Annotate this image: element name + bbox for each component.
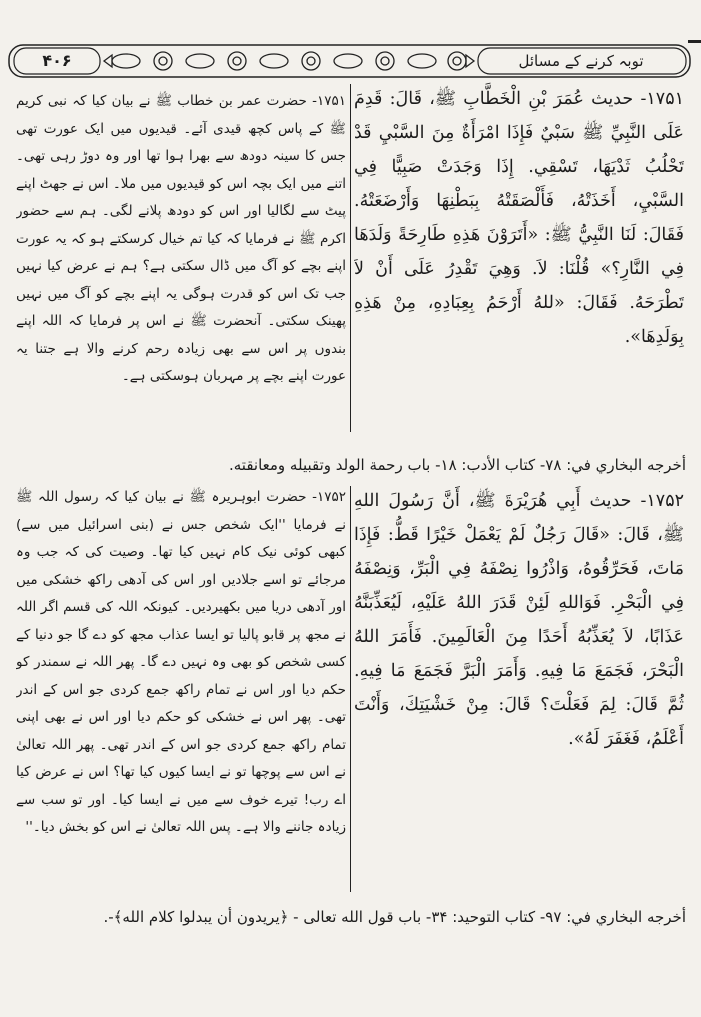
page-edge-mark — [688, 40, 701, 43]
column-divider — [350, 84, 351, 432]
hadith-1751-reference: أخرجه البخاري في: ۷۸- كتاب الأدب: ۱۸- باب رحمة الولد وتقبيله ومعانقته. — [228, 456, 686, 474]
hadith-1752-reference: أخرجه البخاري في: ۹۷- كتاب التوحيد: ۳۴- باب قول الله تعالى - ﴿يريدون أن يبدلوا كلام الله﴾-. — [103, 908, 686, 926]
hadith-1752-urdu: ۱۷۵۲- حضرت ابوہریرہ ﷺ نے بیان کیا کہ رسول اللہ ﷺ نے فرمایا ''ایک شخص جس نے (بنی اسرائیل میں سے) کبھی کوئی نیک کام نہیں کیا تھا۔ وصیت کی کہ جب وہ مرجائے تو اسے جلادیں اور اس کی آدھی راکھ خشکی میں اور آدھی دریا میں بکھیردیں۔ کیونکہ اللہ کی قسم اگر اللہ نے مجھ پر قابو پالیا تو ایسا عذاب مجھ کو دے گا جو دنیا کے کسی شخص کو بھی وہ نہیں دے گا۔ پھر اللہ نے سمندر کو حکم دیا اور اس نے تمام راکھ جمع کردی جو اس کے اندر تھی۔ پھر اس نے خشکی کو حکم دیا اور اس نے بھی اپنی تمام راکھ جمع کردی جو اس کے اندر تھی۔ پھر اللہ تعالیٰ نے اس سے پوچھا تو نے ایسا کیوں کیا تھا؟ اس نے عرض کیا اے رب! تیرے خوف سے میں نے ایسا کیا۔ اور تو سب سے زیادہ جاننے والا ہے۔ پس اللہ تعالیٰ نے اس کو بخش دیا۔'' — [16, 489, 346, 835]
hadith-1751-arabic: ۱۷۵۱- حديث عُمَرَ بْنِ الْخَطَّابِ ﷺ، قَالَ: قَدِمَ عَلَى النَّبِيِّ ﷺ سَبْيٌ فَإِذَا امْرَأَةٌ مِنَ السَّبْيِ قَدْ تَحْلُبُ ثَدْيَهَا، تَسْقِي. إِذَا وَجَدَتْ صَبِيًّا فِي السَّبْيِ، أَخَذَتْهُ، فَأَلْصَقَتْهُ بِبَطْنِهَا وَأَرْضَعَتْهُ. فَقَالَ: لَنَا النَّبِيُّ ﷺ: «أَتَرَوْنَ هَذِهِ طَارِحَةً وَلَدَهَا فِي النَّارِ؟» قُلْنَا: لاَ. وَهِيَ تَقْدِرُ عَلَى أَنْ لاَ تَطْرَحَهُ. فَقَالَ: «للهُ أَرْحَمُ بِعِبَادِهِ، مِنْ هَذِهِ بِوَلَدِهَا». — [354, 89, 684, 347]
page-number: ۴۰۶ — [42, 51, 72, 70]
page-header — [8, 44, 691, 78]
hadith-1752-arabic: ۱۷۵۲- حديث أَبِي هُرَيْرَةَ ﷺ، أَنَّ رَسُولَ اللهِ ﷺ، قَالَ: «قَالَ رَجُلٌ لَمْ يَعْمَلْ خَيْرًا قَطُّ: فَإِذَا مَاتَ، فَحَرِّقُوهُ، وَاذْرُوا نِصْفَهُ فِي الْبَرِّ، وَنِصْفَهُ فِي الْبَحْرِ. فَوَاللهِ لَئِنْ قَدَرَ اللهُ عَلَيْهِ، لَيُعَذِّبَنَّهُ عَذَابًا، لاَ يُعَذِّبُهُ أَحَدًا مِنَ الْعَالَمِينَ. فَأَمَرَ اللهُ الْبَحْرَ، فَجَمَعَ مَا فِيهِ. وَأَمَرَ الْبَرَّ فَجَمَعَ مَا فِيهِ. ثُمَّ قَالَ: لِمَ فَعَلْتَ؟ قَالَ: مِنْ خَشْيَتِكَ، وَأَنْتَ أَعْلَمُ، فَغَفَرَ لَهُ». — [354, 491, 684, 749]
column-divider — [350, 486, 351, 892]
hadith-1751-urdu: ۱۷۵۱- حضرت عمر بن خطاب ﷺ نے بیان کیا کہ نبی کریم ﷺ کے پاس کچھ قیدی آئے۔ قیدیوں میں ایک عورت تھی جس کا سینہ دودھ سے بھرا ہوا تھا اور وہ دوڑ رہی تھی۔ اتنے میں ایک بچہ اس کو قیدیوں میں ملا۔ اس نے جھٹ اپنے پیٹ سے لگالیا اور اس کو دودھ پلانے لگی۔ ہم سے حضور اکرم ﷺ نے فرمایا کہ کیا تم خیال کرسکتے ہو کہ یہ عورت اپنے بچے کو آگ میں ڈال سکتی ہے؟ ہم نے عرض کیا نہیں جب تک اس کو قدرت ہوگی یہ اپنے بچے کو آگ میں نہیں پھینک سکتی۔ آنحضرت ﷺ نے اس پر فرمایا کہ اللہ اپنے بندوں پر اس سے بھی زیادہ رحم کرنے والا ہے جتنا یہ عورت اپنے بچے پر مہربان ہوسکتی ہے۔ — [16, 93, 346, 384]
chapter-title: توبہ کرنے کے مسائل — [518, 52, 644, 70]
